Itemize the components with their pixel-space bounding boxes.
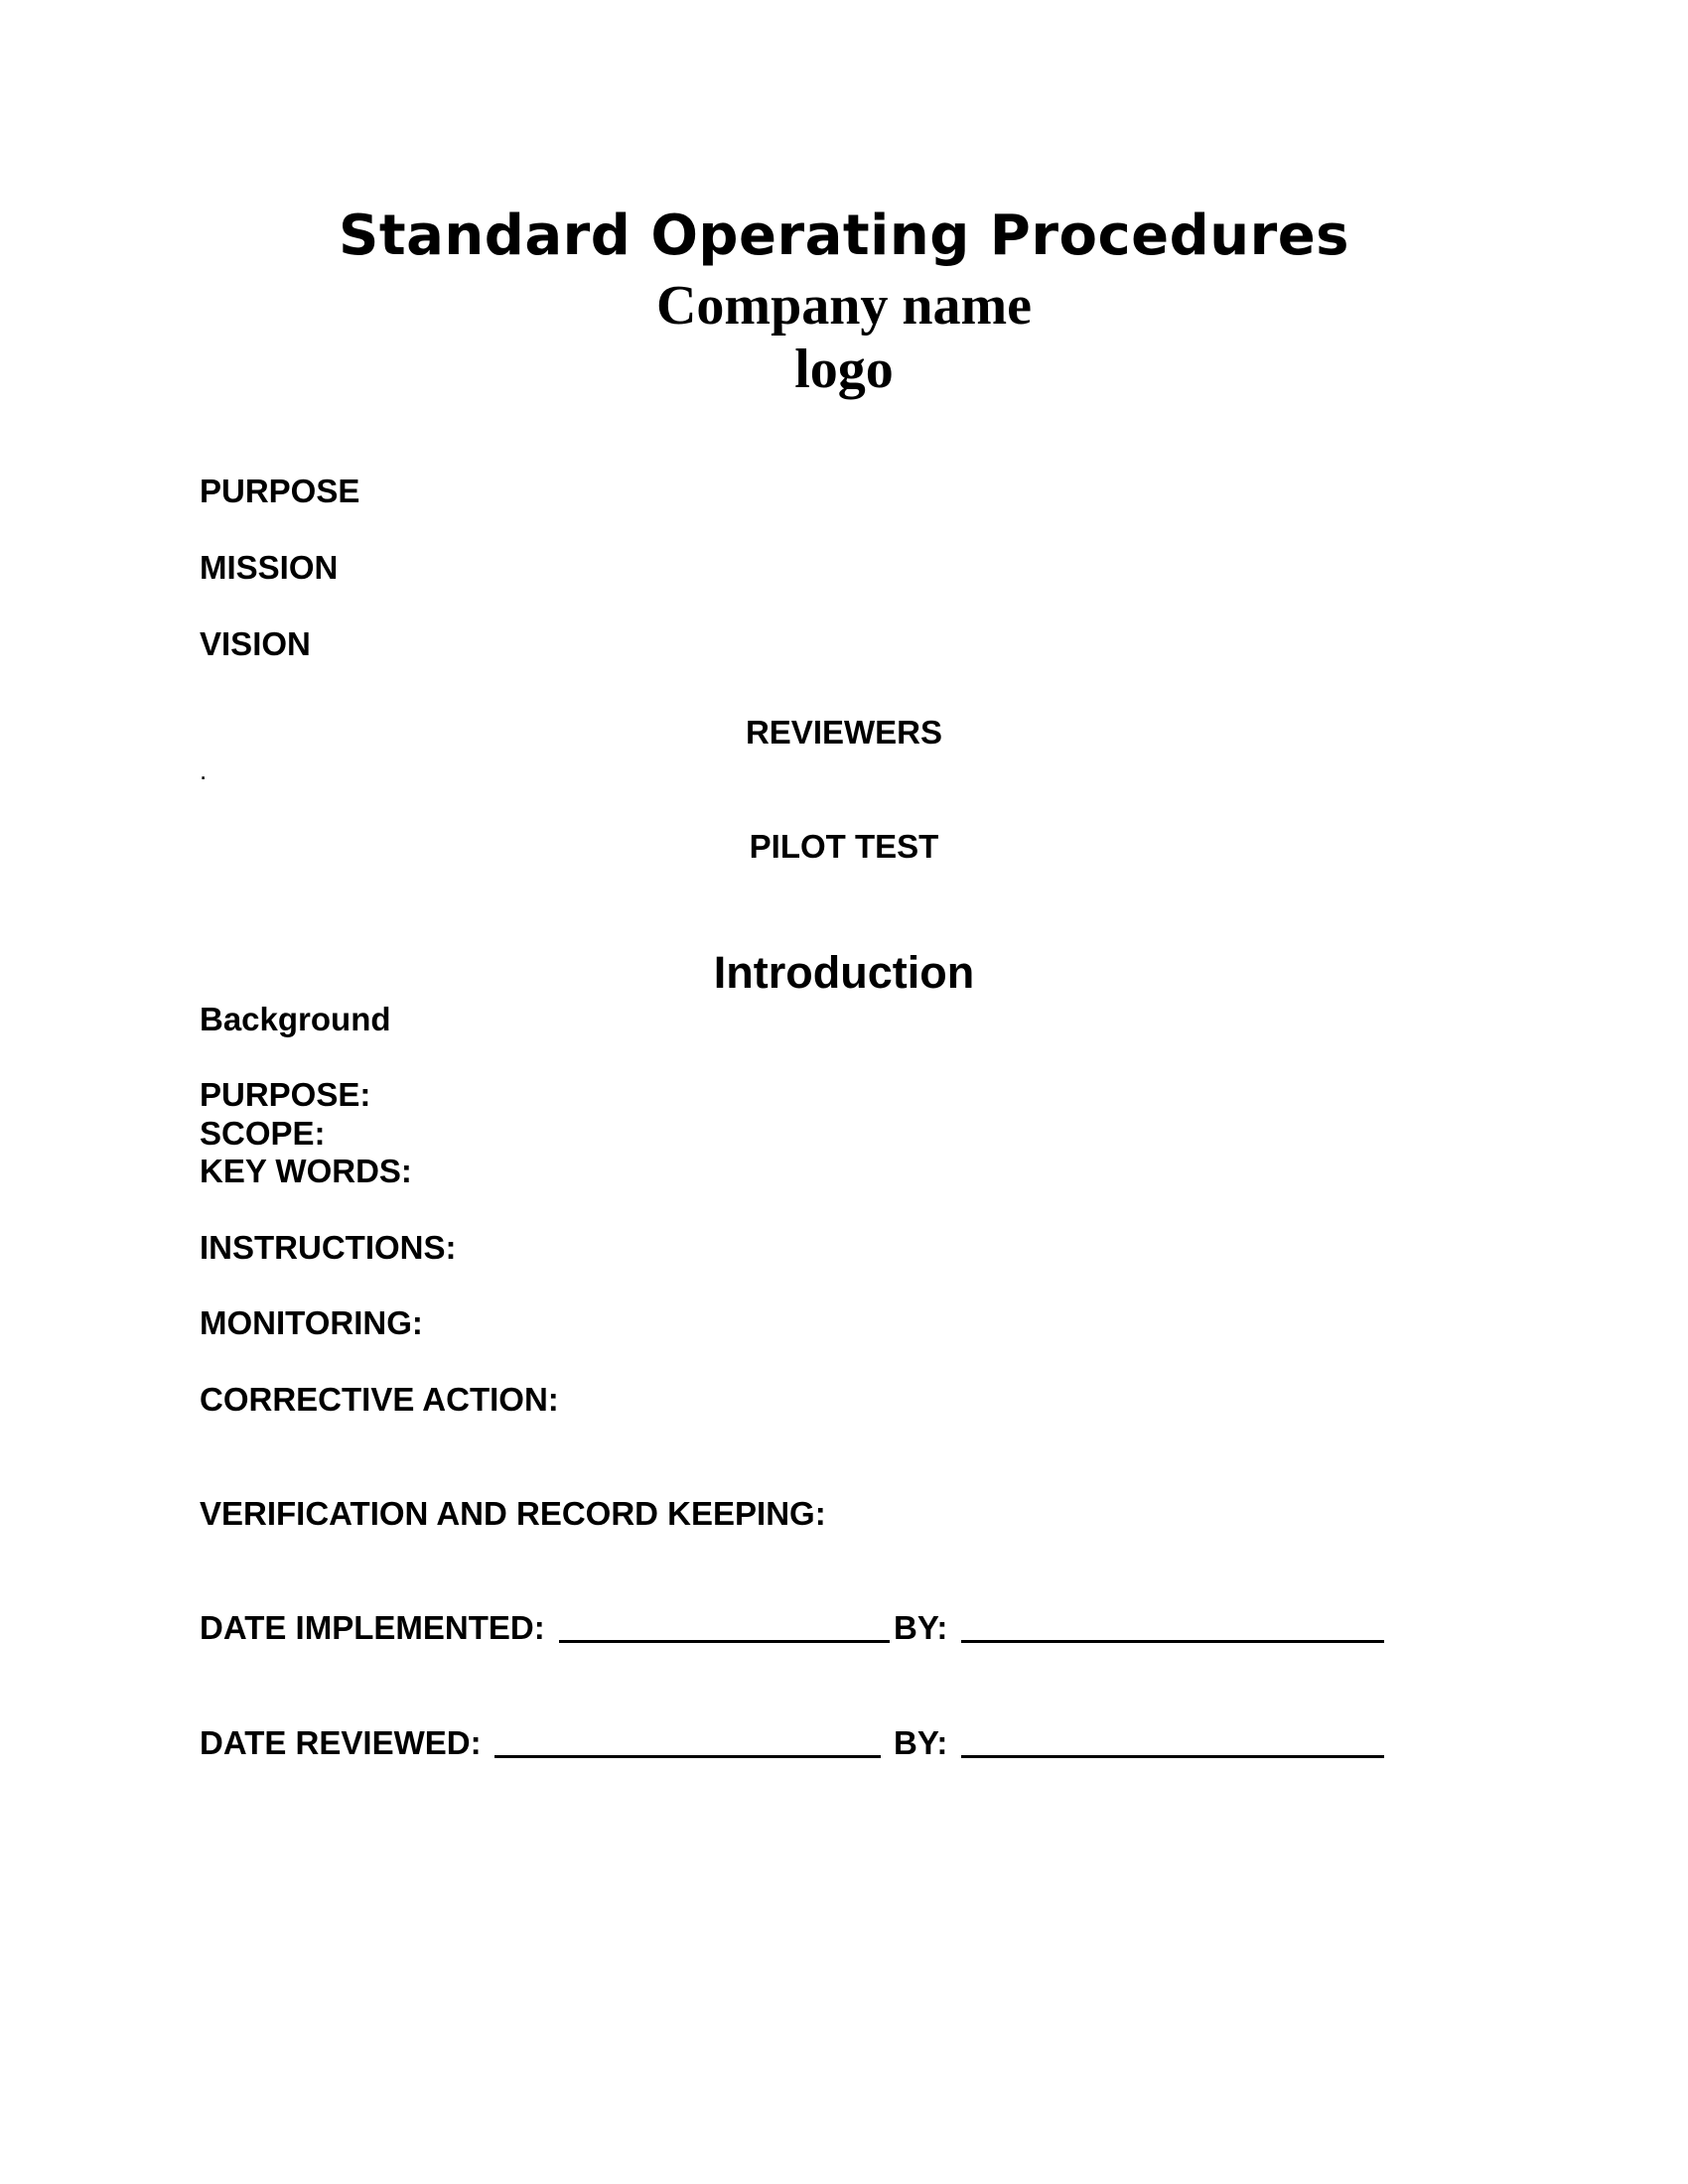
date-reviewed-line[interactable] [494,1755,881,1758]
reviewed-by-label: BY: [894,1724,948,1761]
mission-heading: MISSION [200,549,339,586]
key-words-field-label: KEY WORDS: [200,1153,412,1189]
purpose-field-label: PURPOSE: [200,1076,371,1113]
date-implemented-label: DATE IMPLEMENTED: [200,1609,545,1646]
pilot-test-heading: PILOT TEST [749,828,939,865]
implemented-by-line[interactable] [961,1640,1384,1643]
date-implemented-line[interactable] [559,1640,890,1643]
date-reviewed-label: DATE REVIEWED: [200,1724,482,1761]
instructions-field-label: INSTRUCTIONS: [200,1229,457,1266]
company-name: Company name [655,275,1033,337]
scope-field-label: SCOPE: [200,1115,326,1152]
document-title: Standard Operating Procedures [338,204,1349,268]
verification-field-label: VERIFICATION AND RECORD KEEPING: [200,1495,826,1532]
monitoring-field-label: MONITORING: [200,1304,423,1341]
logo-placeholder: logo [794,339,894,400]
vision-heading: VISION [200,625,311,662]
stray-dot: . [200,755,208,785]
implemented-by-label: BY: [894,1609,948,1646]
purpose-heading: PURPOSE [200,473,360,509]
introduction-heading: Introduction [713,947,975,998]
reviewed-by-line[interactable] [961,1755,1384,1758]
background-label: Background [200,1001,391,1037]
reviewers-heading: REVIEWERS [745,714,943,751]
corrective-action-field-label: CORRECTIVE ACTION: [200,1381,559,1418]
